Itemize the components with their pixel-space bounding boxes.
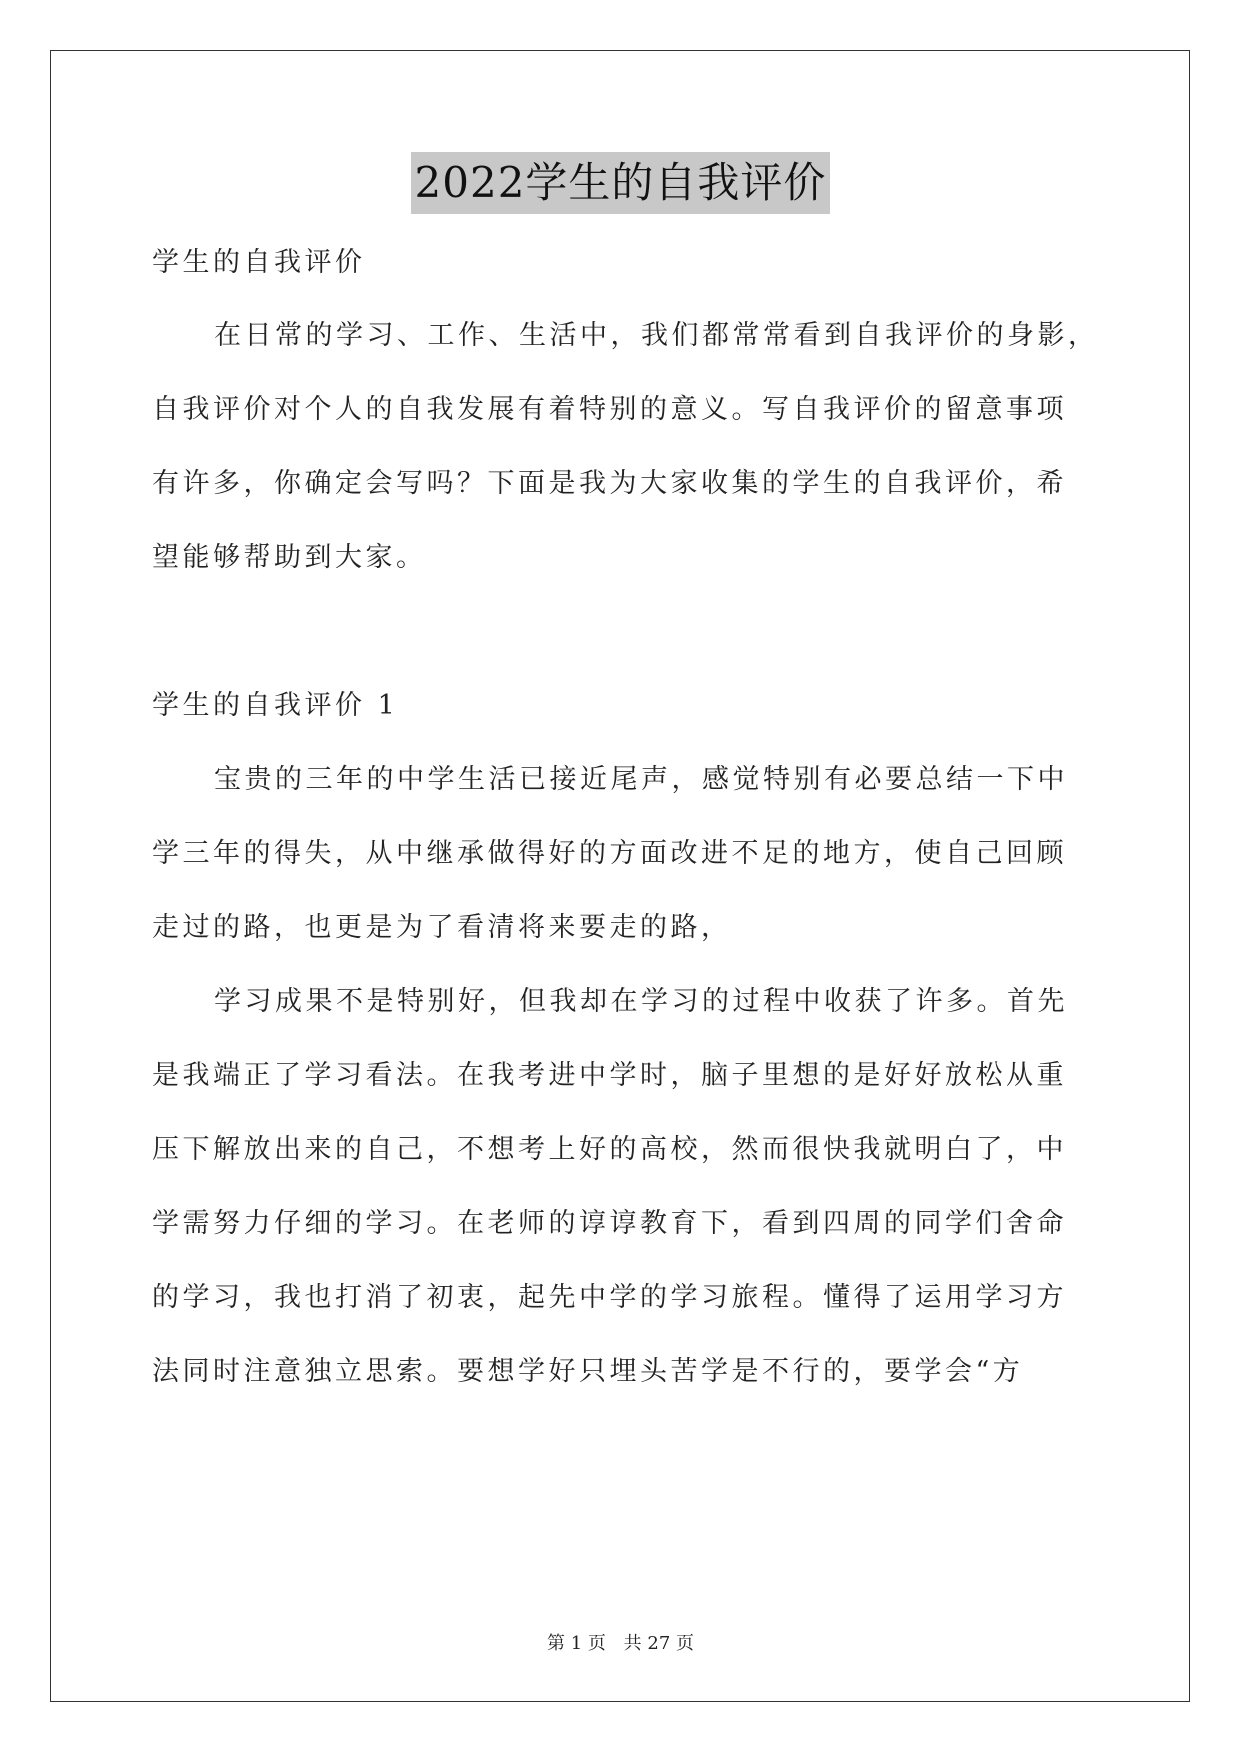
section-heading-main: 学生的自我评价 [152, 247, 366, 278]
paragraph2-line: 压下解放出来的自己，不想考上好的高校，然而很快我就明白了，中 [152, 1134, 1067, 1165]
paragraph2-line: 是我端正了学习看法。在我考进中学时，脑子里想的是好好放松从重 [152, 1060, 1067, 1091]
paragraph1-line: 宝贵的三年的中学生活已接近尾声，感觉特别有必要总结一下中 [214, 764, 1068, 795]
document-title: 2022学生的自我评价 [411, 152, 831, 214]
page-total: 共 27 页 [623, 1633, 694, 1654]
page-footer [0, 1629, 1241, 1655]
intro-line: 有许多，你确定会写吗？下面是我为大家收集的学生的自我评价，希 [152, 468, 1067, 499]
paragraph2-line: 法同时注意独立思索。要想学好只埋头苦学是不行的，要学会“方 [152, 1356, 1024, 1387]
page-border [50, 50, 1190, 1702]
paragraph1-line: 学三年的得失，从中继承做得好的方面改进不足的地方，使自己回顾 [152, 838, 1067, 869]
intro-line: 望能够帮助到大家。 [152, 542, 427, 573]
paragraph2-line: 学习成果不是特别好，但我却在学习的过程中收获了许多。首先 [214, 986, 1068, 1017]
intro-line: 自我评价对个人的自我发展有着特别的意义。写自我评价的留意事项 [152, 394, 1067, 425]
paragraph1-line: 走过的路，也更是为了看清将来要走的路， [152, 912, 732, 943]
intro-line: 在日常的学习、工作、生活中，我们都常常看到自我评价的身影， [214, 320, 1099, 351]
paragraph2-line: 的学习，我也打消了初衷，起先中学的学习旅程。懂得了运用学习方 [152, 1282, 1067, 1313]
page-number: 第 1 页 [547, 1633, 606, 1654]
paragraph2-line: 学需努力仔细的学习。在老师的谆谆教育下，看到四周的同学们舍命 [152, 1208, 1067, 1239]
section-heading-1: 学生的自我评价 1 [152, 690, 399, 721]
title-container [0, 152, 1241, 214]
